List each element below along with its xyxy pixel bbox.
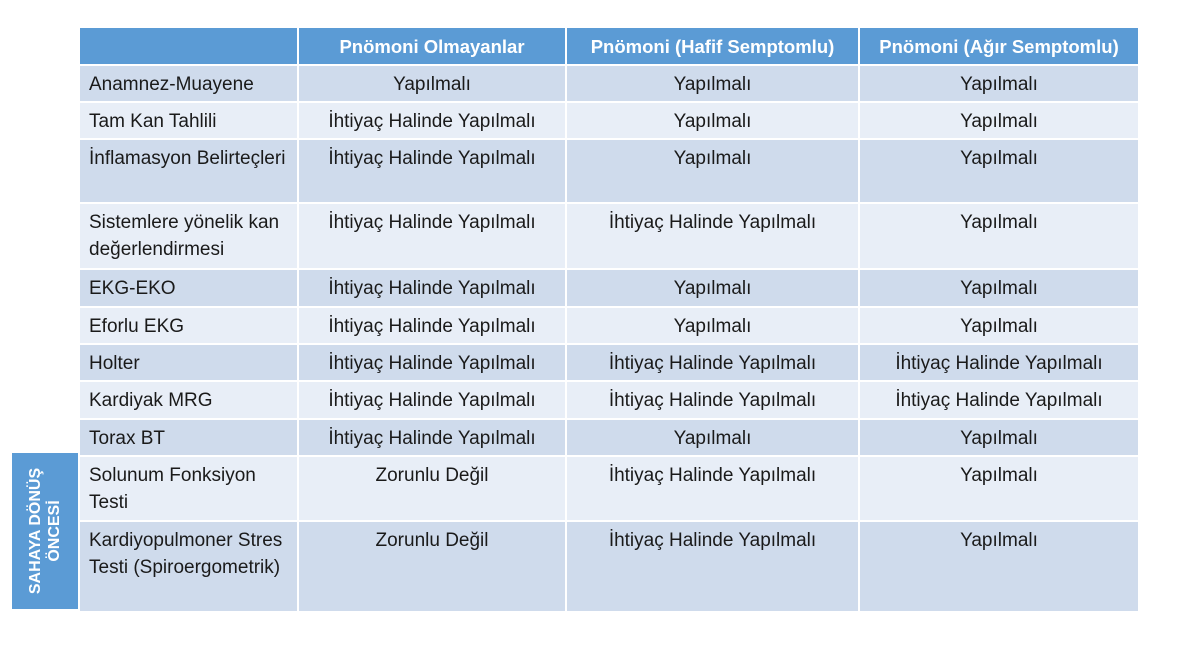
cell: İhtiyaç Halinde Yapılmalı bbox=[298, 344, 566, 381]
cell: İhtiyaç Halinde Yapılmalı bbox=[298, 419, 566, 456]
header-mild-pneumonia: Pnömoni (Hafif Semptomlu) bbox=[566, 27, 859, 65]
row-label: Solunum Fonksiyon Testi bbox=[79, 456, 298, 521]
cell: Yapılmalı bbox=[859, 521, 1139, 612]
table-row bbox=[79, 419, 1139, 456]
row-label: Tam Kan Tahlili bbox=[79, 102, 298, 139]
cell: Yapılmalı bbox=[298, 65, 566, 102]
cell: Yapılmalı bbox=[859, 65, 1139, 102]
pre-return-side-label bbox=[12, 453, 78, 609]
cell: İhtiyaç Halinde Yapılmalı bbox=[298, 102, 566, 139]
cell: İhtiyaç Halinde Yapılmalı bbox=[566, 203, 859, 269]
cell: İhtiyaç Halinde Yapılmalı bbox=[298, 139, 566, 203]
row-label: Holter bbox=[79, 344, 298, 381]
cell: Yapılmalı bbox=[859, 307, 1139, 344]
cell: Yapılmalı bbox=[859, 203, 1139, 269]
cell: Yapılmalı bbox=[566, 65, 859, 102]
row-label: EKG-EKO bbox=[79, 269, 298, 307]
cell: İhtiyaç Halinde Yapılmalı bbox=[859, 381, 1139, 419]
header-corner bbox=[79, 27, 298, 65]
row-label: İnflamasyon Belirteçleri bbox=[79, 139, 298, 203]
side-label-line2: ÖNCESİ bbox=[46, 500, 64, 562]
table-row bbox=[79, 269, 1139, 307]
row-label: Eforlu EKG bbox=[79, 307, 298, 344]
table-row bbox=[79, 139, 1139, 203]
table-row bbox=[79, 307, 1139, 344]
cell: İhtiyaç Halinde Yapılmalı bbox=[859, 344, 1139, 381]
table-row bbox=[79, 344, 1139, 381]
cell: İhtiyaç Halinde Yapılmalı bbox=[566, 456, 859, 521]
cell: Yapılmalı bbox=[566, 307, 859, 344]
cell: Yapılmalı bbox=[566, 269, 859, 307]
cell: İhtiyaç Halinde Yapılmalı bbox=[298, 203, 566, 269]
table-row bbox=[79, 102, 1139, 139]
cell: Yapılmalı bbox=[859, 456, 1139, 521]
cell: Zorunlu Değil bbox=[298, 521, 566, 612]
table-row bbox=[79, 381, 1139, 419]
cell: İhtiyaç Halinde Yapılmalı bbox=[298, 269, 566, 307]
side-label-line1: SAHAYA DÖNÜŞ bbox=[27, 467, 45, 595]
row-label: Torax BT bbox=[79, 419, 298, 456]
cell: Yapılmalı bbox=[566, 419, 859, 456]
cell: Yapılmalı bbox=[859, 419, 1139, 456]
cell: İhtiyaç Halinde Yapılmalı bbox=[298, 307, 566, 344]
table-row bbox=[79, 203, 1139, 269]
cell: Yapılmalı bbox=[859, 139, 1139, 203]
table-row bbox=[79, 521, 1139, 612]
side-label-text bbox=[26, 468, 64, 594]
cell: Yapılmalı bbox=[566, 139, 859, 203]
cell: Zorunlu Değil bbox=[298, 456, 566, 521]
cell: Yapılmalı bbox=[859, 269, 1139, 307]
row-label: Anamnez-Muayene bbox=[79, 65, 298, 102]
cell: İhtiyaç Halinde Yapılmalı bbox=[566, 381, 859, 419]
cell: İhtiyaç Halinde Yapılmalı bbox=[298, 381, 566, 419]
header-row bbox=[79, 27, 1139, 65]
header-severe-pneumonia: Pnömoni (Ağır Semptomlu) bbox=[859, 27, 1139, 65]
table-row bbox=[79, 65, 1139, 102]
header-no-pneumonia: Pnömoni Olmayanlar bbox=[298, 27, 566, 65]
row-label: Sistemlere yönelik kan değerlendirmesi bbox=[79, 203, 298, 269]
row-label: Kardiyopulmoner Stres Testi (Spiroergometrik) bbox=[79, 521, 298, 612]
cell: İhtiyaç Halinde Yapılmalı bbox=[566, 344, 859, 381]
table-row bbox=[79, 456, 1139, 521]
row-label: Kardiyak MRG bbox=[79, 381, 298, 419]
screening-table bbox=[78, 26, 1140, 613]
cell: İhtiyaç Halinde Yapılmalı bbox=[566, 521, 859, 612]
cell: Yapılmalı bbox=[859, 102, 1139, 139]
cell: Yapılmalı bbox=[566, 102, 859, 139]
